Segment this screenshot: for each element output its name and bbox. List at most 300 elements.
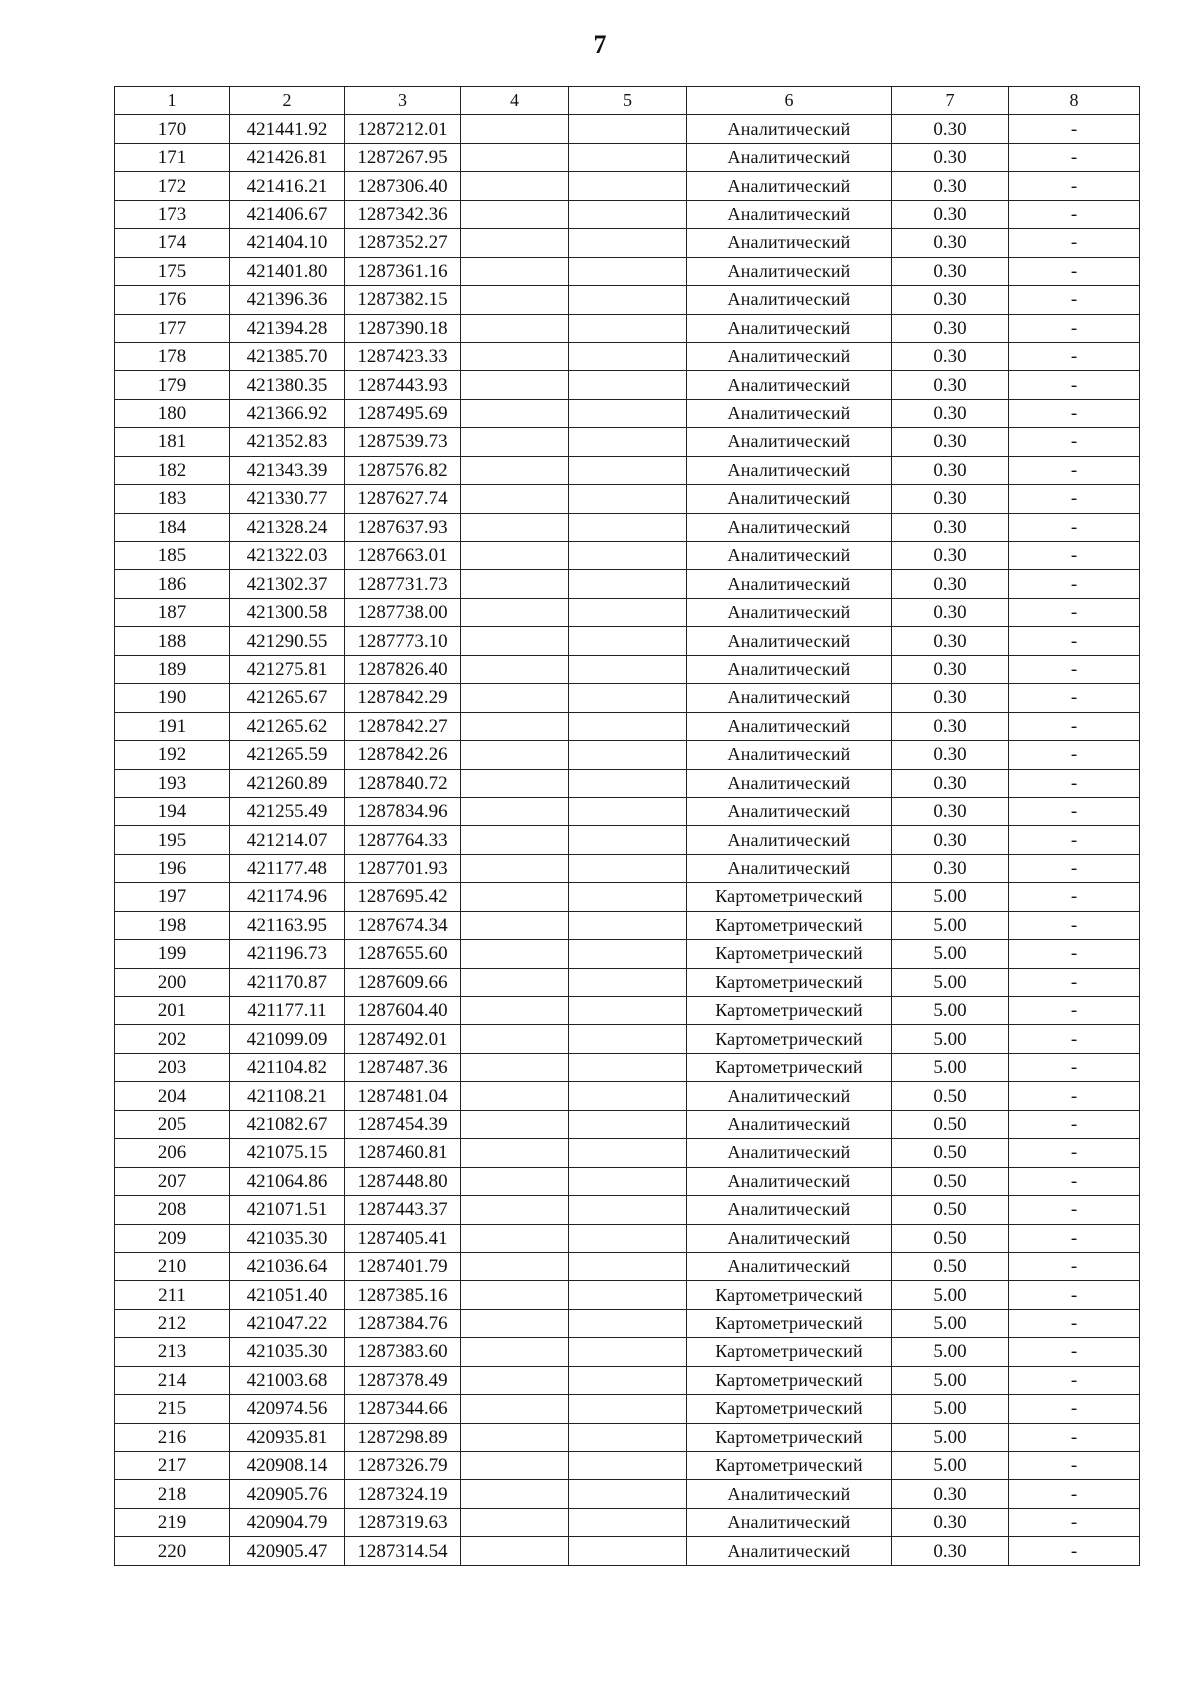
accuracy-cell: 5.00 xyxy=(892,1309,1009,1337)
table-row xyxy=(115,797,1140,825)
column-5-cell xyxy=(569,314,687,342)
column-4-cell xyxy=(461,1309,569,1337)
column-8-cell: - xyxy=(1009,286,1140,314)
column-5-cell xyxy=(569,485,687,513)
table-row xyxy=(115,911,1140,939)
column-8-cell: - xyxy=(1009,997,1140,1025)
column-4-cell xyxy=(461,997,569,1025)
method-cell: Картометрический xyxy=(687,1309,892,1337)
column-4-cell xyxy=(461,172,569,200)
point-number-cell: 217 xyxy=(115,1452,230,1480)
column-4-cell xyxy=(461,257,569,285)
y-coordinate-cell: 1287840.72 xyxy=(345,769,461,797)
method-cell: Аналитический xyxy=(687,1537,892,1565)
y-coordinate-cell: 1287352.27 xyxy=(345,229,461,257)
page-number: 7 xyxy=(593,30,607,59)
table-row xyxy=(115,229,1140,257)
table-row xyxy=(115,712,1140,740)
x-coordinate-cell: 421265.67 xyxy=(230,684,345,712)
column-8-cell: - xyxy=(1009,1309,1140,1337)
column-8-cell: - xyxy=(1009,684,1140,712)
point-number-cell: 176 xyxy=(115,286,230,314)
y-coordinate-cell: 1287695.42 xyxy=(345,883,461,911)
table-row xyxy=(115,485,1140,513)
header-row xyxy=(115,87,1140,115)
table-row xyxy=(115,1537,1140,1565)
point-number-cell: 197 xyxy=(115,883,230,911)
accuracy-cell: 0.30 xyxy=(892,371,1009,399)
x-coordinate-cell: 421051.40 xyxy=(230,1281,345,1309)
column-8-cell: - xyxy=(1009,1224,1140,1252)
x-coordinate-cell: 421047.22 xyxy=(230,1309,345,1337)
column-8-cell: - xyxy=(1009,1423,1140,1451)
column-5-cell xyxy=(569,826,687,854)
point-number-cell: 191 xyxy=(115,712,230,740)
table-row xyxy=(115,1167,1140,1195)
column-4-cell xyxy=(461,1395,569,1423)
point-number-cell: 201 xyxy=(115,997,230,1025)
method-cell: Картометрический xyxy=(687,883,892,911)
column-8-cell: - xyxy=(1009,1082,1140,1110)
point-number-cell: 178 xyxy=(115,342,230,370)
table-row xyxy=(115,655,1140,683)
method-cell: Аналитический xyxy=(687,627,892,655)
y-coordinate-cell: 1287834.96 xyxy=(345,797,461,825)
y-coordinate-cell: 1287385.16 xyxy=(345,1281,461,1309)
accuracy-cell: 0.30 xyxy=(892,627,1009,655)
column-5-cell xyxy=(569,1395,687,1423)
column-header-5: 5 xyxy=(569,87,687,115)
table-row xyxy=(115,257,1140,285)
column-5-cell xyxy=(569,1167,687,1195)
accuracy-cell: 0.30 xyxy=(892,172,1009,200)
table-row xyxy=(115,769,1140,797)
accuracy-cell: 0.30 xyxy=(892,399,1009,427)
method-cell: Картометрический xyxy=(687,1025,892,1053)
x-coordinate-cell: 420935.81 xyxy=(230,1423,345,1451)
column-4-cell xyxy=(461,797,569,825)
x-coordinate-cell: 421404.10 xyxy=(230,229,345,257)
method-cell: Аналитический xyxy=(687,797,892,825)
method-cell: Аналитический xyxy=(687,712,892,740)
x-coordinate-cell: 421396.36 xyxy=(230,286,345,314)
method-cell: Аналитический xyxy=(687,428,892,456)
y-coordinate-cell: 1287826.40 xyxy=(345,655,461,683)
table-row xyxy=(115,1281,1140,1309)
method-cell: Аналитический xyxy=(687,741,892,769)
point-number-cell: 215 xyxy=(115,1395,230,1423)
point-number-cell: 206 xyxy=(115,1139,230,1167)
column-5-cell xyxy=(569,1025,687,1053)
point-number-cell: 192 xyxy=(115,741,230,769)
point-number-cell: 193 xyxy=(115,769,230,797)
point-number-cell: 211 xyxy=(115,1281,230,1309)
column-8-cell: - xyxy=(1009,342,1140,370)
column-8-cell: - xyxy=(1009,627,1140,655)
column-5-cell xyxy=(569,513,687,541)
point-number-cell: 171 xyxy=(115,143,230,171)
method-cell: Картометрический xyxy=(687,997,892,1025)
method-cell: Аналитический xyxy=(687,513,892,541)
method-cell: Аналитический xyxy=(687,826,892,854)
column-4-cell xyxy=(461,1508,569,1536)
table-row xyxy=(115,1196,1140,1224)
column-5-cell xyxy=(569,286,687,314)
table-row xyxy=(115,627,1140,655)
method-cell: Картометрический xyxy=(687,1366,892,1394)
y-coordinate-cell: 1287609.66 xyxy=(345,968,461,996)
x-coordinate-cell: 421196.73 xyxy=(230,940,345,968)
x-coordinate-cell: 421401.80 xyxy=(230,257,345,285)
column-header-3: 3 xyxy=(345,87,461,115)
accuracy-cell: 0.50 xyxy=(892,1252,1009,1280)
column-4-cell xyxy=(461,655,569,683)
table-row xyxy=(115,542,1140,570)
accuracy-cell: 0.30 xyxy=(892,456,1009,484)
point-number-cell: 203 xyxy=(115,1053,230,1081)
column-8-cell: - xyxy=(1009,655,1140,683)
y-coordinate-cell: 1287842.26 xyxy=(345,741,461,769)
point-number-cell: 179 xyxy=(115,371,230,399)
column-4-cell xyxy=(461,1480,569,1508)
accuracy-cell: 5.00 xyxy=(892,1395,1009,1423)
accuracy-cell: 0.30 xyxy=(892,684,1009,712)
column-4-cell xyxy=(461,826,569,854)
column-header-2: 2 xyxy=(230,87,345,115)
table-row xyxy=(115,143,1140,171)
point-number-cell: 220 xyxy=(115,1537,230,1565)
method-cell: Аналитический xyxy=(687,684,892,712)
column-4-cell xyxy=(461,342,569,370)
y-coordinate-cell: 1287382.15 xyxy=(345,286,461,314)
column-4-cell xyxy=(461,314,569,342)
table-row xyxy=(115,371,1140,399)
y-coordinate-cell: 1287401.79 xyxy=(345,1252,461,1280)
x-coordinate-cell: 421275.81 xyxy=(230,655,345,683)
column-header-6: 6 xyxy=(687,87,892,115)
column-5-cell xyxy=(569,627,687,655)
accuracy-cell: 0.30 xyxy=(892,712,1009,740)
point-number-cell: 194 xyxy=(115,797,230,825)
y-coordinate-cell: 1287637.93 xyxy=(345,513,461,541)
column-5-cell xyxy=(569,712,687,740)
table-row xyxy=(115,1053,1140,1081)
y-coordinate-cell: 1287443.93 xyxy=(345,371,461,399)
accuracy-cell: 0.30 xyxy=(892,115,1009,143)
x-coordinate-cell: 421328.24 xyxy=(230,513,345,541)
method-cell: Картометрический xyxy=(687,940,892,968)
column-4-cell xyxy=(461,1196,569,1224)
method-cell: Аналитический xyxy=(687,1082,892,1110)
point-number-cell: 200 xyxy=(115,968,230,996)
y-coordinate-cell: 1287842.29 xyxy=(345,684,461,712)
method-cell: Аналитический xyxy=(687,598,892,626)
column-5-cell xyxy=(569,741,687,769)
method-cell: Аналитический xyxy=(687,342,892,370)
column-5-cell xyxy=(569,172,687,200)
point-number-cell: 181 xyxy=(115,428,230,456)
column-5-cell xyxy=(569,143,687,171)
method-cell: Аналитический xyxy=(687,570,892,598)
x-coordinate-cell: 421170.87 xyxy=(230,968,345,996)
point-number-cell: 199 xyxy=(115,940,230,968)
point-number-cell: 174 xyxy=(115,229,230,257)
method-cell: Картометрический xyxy=(687,968,892,996)
column-8-cell: - xyxy=(1009,229,1140,257)
table-row xyxy=(115,1309,1140,1337)
y-coordinate-cell: 1287326.79 xyxy=(345,1452,461,1480)
accuracy-cell: 0.30 xyxy=(892,143,1009,171)
accuracy-cell: 0.30 xyxy=(892,1537,1009,1565)
x-coordinate-cell: 421071.51 xyxy=(230,1196,345,1224)
column-8-cell: - xyxy=(1009,712,1140,740)
column-4-cell xyxy=(461,854,569,882)
accuracy-cell: 0.30 xyxy=(892,200,1009,228)
column-8-cell: - xyxy=(1009,428,1140,456)
column-8-cell: - xyxy=(1009,172,1140,200)
column-4-cell xyxy=(461,1167,569,1195)
method-cell: Картометрический xyxy=(687,1395,892,1423)
table-body xyxy=(115,87,1140,1566)
point-number-cell: 214 xyxy=(115,1366,230,1394)
column-8-cell: - xyxy=(1009,1139,1140,1167)
column-4-cell xyxy=(461,1537,569,1565)
point-number-cell: 196 xyxy=(115,854,230,882)
column-8-cell: - xyxy=(1009,1366,1140,1394)
accuracy-cell: 5.00 xyxy=(892,997,1009,1025)
y-coordinate-cell: 1287448.80 xyxy=(345,1167,461,1195)
accuracy-cell: 0.30 xyxy=(892,485,1009,513)
accuracy-cell: 0.30 xyxy=(892,741,1009,769)
column-4-cell xyxy=(461,143,569,171)
y-coordinate-cell: 1287319.63 xyxy=(345,1508,461,1536)
column-4-cell xyxy=(461,513,569,541)
x-coordinate-cell: 421394.28 xyxy=(230,314,345,342)
table-row xyxy=(115,741,1140,769)
column-5-cell xyxy=(569,684,687,712)
column-4-cell xyxy=(461,1452,569,1480)
column-4-cell xyxy=(461,485,569,513)
y-coordinate-cell: 1287738.00 xyxy=(345,598,461,626)
y-coordinate-cell: 1287460.81 xyxy=(345,1139,461,1167)
y-coordinate-cell: 1287539.73 xyxy=(345,428,461,456)
accuracy-cell: 5.00 xyxy=(892,1423,1009,1451)
x-coordinate-cell: 421177.48 xyxy=(230,854,345,882)
column-8-cell: - xyxy=(1009,542,1140,570)
y-coordinate-cell: 1287344.66 xyxy=(345,1395,461,1423)
accuracy-cell: 0.30 xyxy=(892,513,1009,541)
column-5-cell xyxy=(569,940,687,968)
x-coordinate-cell: 420974.56 xyxy=(230,1395,345,1423)
table-row xyxy=(115,399,1140,427)
x-coordinate-cell: 421441.92 xyxy=(230,115,345,143)
accuracy-cell: 0.30 xyxy=(892,598,1009,626)
column-5-cell xyxy=(569,1110,687,1138)
column-5-cell xyxy=(569,1452,687,1480)
column-8-cell: - xyxy=(1009,1508,1140,1536)
x-coordinate-cell: 421385.70 xyxy=(230,342,345,370)
point-number-cell: 172 xyxy=(115,172,230,200)
column-5-cell xyxy=(569,1281,687,1309)
column-8-cell: - xyxy=(1009,940,1140,968)
column-4-cell xyxy=(461,1252,569,1280)
point-number-cell: 182 xyxy=(115,456,230,484)
column-header-4: 4 xyxy=(461,87,569,115)
accuracy-cell: 5.00 xyxy=(892,1366,1009,1394)
point-number-cell: 177 xyxy=(115,314,230,342)
table-row xyxy=(115,598,1140,626)
column-5-cell xyxy=(569,542,687,570)
accuracy-cell: 0.30 xyxy=(892,314,1009,342)
accuracy-cell: 5.00 xyxy=(892,1452,1009,1480)
table-row xyxy=(115,883,1140,911)
column-4-cell xyxy=(461,456,569,484)
x-coordinate-cell: 421426.81 xyxy=(230,143,345,171)
table-row xyxy=(115,1480,1140,1508)
x-coordinate-cell: 420905.76 xyxy=(230,1480,345,1508)
accuracy-cell: 0.30 xyxy=(892,542,1009,570)
x-coordinate-cell: 421035.30 xyxy=(230,1338,345,1366)
x-coordinate-cell: 421330.77 xyxy=(230,485,345,513)
column-4-cell xyxy=(461,769,569,797)
x-coordinate-cell: 421163.95 xyxy=(230,911,345,939)
y-coordinate-cell: 1287383.60 xyxy=(345,1338,461,1366)
column-4-cell xyxy=(461,883,569,911)
column-8-cell: - xyxy=(1009,399,1140,427)
x-coordinate-cell: 421352.83 xyxy=(230,428,345,456)
method-cell: Аналитический xyxy=(687,314,892,342)
column-4-cell xyxy=(461,741,569,769)
x-coordinate-cell: 421214.07 xyxy=(230,826,345,854)
column-5-cell xyxy=(569,968,687,996)
table-row xyxy=(115,997,1140,1025)
x-coordinate-cell: 421177.11 xyxy=(230,997,345,1025)
column-8-cell: - xyxy=(1009,200,1140,228)
method-cell: Аналитический xyxy=(687,257,892,285)
x-coordinate-cell: 421322.03 xyxy=(230,542,345,570)
column-8-cell: - xyxy=(1009,598,1140,626)
accuracy-cell: 0.30 xyxy=(892,854,1009,882)
point-number-cell: 175 xyxy=(115,257,230,285)
column-8-cell: - xyxy=(1009,968,1140,996)
accuracy-cell: 5.00 xyxy=(892,968,1009,996)
accuracy-cell: 5.00 xyxy=(892,1338,1009,1366)
column-4-cell xyxy=(461,1139,569,1167)
y-coordinate-cell: 1287655.60 xyxy=(345,940,461,968)
y-coordinate-cell: 1287423.33 xyxy=(345,342,461,370)
method-cell: Картометрический xyxy=(687,1281,892,1309)
accuracy-cell: 0.30 xyxy=(892,797,1009,825)
point-number-cell: 202 xyxy=(115,1025,230,1053)
point-number-cell: 180 xyxy=(115,399,230,427)
column-5-cell xyxy=(569,1252,687,1280)
method-cell: Аналитический xyxy=(687,1110,892,1138)
point-number-cell: 188 xyxy=(115,627,230,655)
y-coordinate-cell: 1287384.76 xyxy=(345,1309,461,1337)
table-row xyxy=(115,1366,1140,1394)
x-coordinate-cell: 421035.30 xyxy=(230,1224,345,1252)
y-coordinate-cell: 1287701.93 xyxy=(345,854,461,882)
point-number-cell: 195 xyxy=(115,826,230,854)
column-8-cell: - xyxy=(1009,883,1140,911)
x-coordinate-cell: 421416.21 xyxy=(230,172,345,200)
column-4-cell xyxy=(461,1338,569,1366)
column-5-cell xyxy=(569,1196,687,1224)
column-5-cell xyxy=(569,200,687,228)
x-coordinate-cell: 421265.59 xyxy=(230,741,345,769)
column-4-cell xyxy=(461,1025,569,1053)
point-number-cell: 184 xyxy=(115,513,230,541)
method-cell: Аналитический xyxy=(687,143,892,171)
x-coordinate-cell: 421260.89 xyxy=(230,769,345,797)
point-number-cell: 213 xyxy=(115,1338,230,1366)
y-coordinate-cell: 1287731.73 xyxy=(345,570,461,598)
y-coordinate-cell: 1287454.39 xyxy=(345,1110,461,1138)
column-header-8: 8 xyxy=(1009,87,1140,115)
method-cell: Аналитический xyxy=(687,456,892,484)
column-8-cell: - xyxy=(1009,513,1140,541)
column-8-cell: - xyxy=(1009,1110,1140,1138)
column-4-cell xyxy=(461,115,569,143)
column-8-cell: - xyxy=(1009,1281,1140,1309)
x-coordinate-cell: 421036.64 xyxy=(230,1252,345,1280)
table-row xyxy=(115,1452,1140,1480)
x-coordinate-cell: 421265.62 xyxy=(230,712,345,740)
accuracy-cell: 0.50 xyxy=(892,1196,1009,1224)
point-number-cell: 189 xyxy=(115,655,230,683)
x-coordinate-cell: 421099.09 xyxy=(230,1025,345,1053)
column-4-cell xyxy=(461,598,569,626)
point-number-cell: 212 xyxy=(115,1309,230,1337)
x-coordinate-cell: 421174.96 xyxy=(230,883,345,911)
column-5-cell xyxy=(569,1423,687,1451)
column-8-cell: - xyxy=(1009,1537,1140,1565)
column-4-cell xyxy=(461,428,569,456)
point-number-cell: 186 xyxy=(115,570,230,598)
y-coordinate-cell: 1287842.27 xyxy=(345,712,461,740)
y-coordinate-cell: 1287212.01 xyxy=(345,115,461,143)
column-8-cell: - xyxy=(1009,1053,1140,1081)
accuracy-cell: 0.30 xyxy=(892,655,1009,683)
table-row xyxy=(115,1508,1140,1536)
y-coordinate-cell: 1287306.40 xyxy=(345,172,461,200)
column-8-cell: - xyxy=(1009,257,1140,285)
method-cell: Аналитический xyxy=(687,542,892,570)
column-4-cell xyxy=(461,911,569,939)
column-5-cell xyxy=(569,371,687,399)
accuracy-cell: 5.00 xyxy=(892,1281,1009,1309)
column-8-cell: - xyxy=(1009,1395,1140,1423)
accuracy-cell: 5.00 xyxy=(892,940,1009,968)
column-4-cell xyxy=(461,200,569,228)
column-8-cell: - xyxy=(1009,371,1140,399)
column-4-cell xyxy=(461,1082,569,1110)
column-4-cell xyxy=(461,1053,569,1081)
method-cell: Аналитический xyxy=(687,655,892,683)
table-row xyxy=(115,1252,1140,1280)
column-8-cell: - xyxy=(1009,570,1140,598)
y-coordinate-cell: 1287663.01 xyxy=(345,542,461,570)
x-coordinate-cell: 421300.58 xyxy=(230,598,345,626)
x-coordinate-cell: 420905.47 xyxy=(230,1537,345,1565)
y-coordinate-cell: 1287390.18 xyxy=(345,314,461,342)
accuracy-cell: 0.30 xyxy=(892,257,1009,285)
accuracy-cell: 5.00 xyxy=(892,883,1009,911)
column-5-cell xyxy=(569,342,687,370)
method-cell: Аналитический xyxy=(687,200,892,228)
column-5-cell xyxy=(569,1480,687,1508)
point-number-cell: 219 xyxy=(115,1508,230,1536)
